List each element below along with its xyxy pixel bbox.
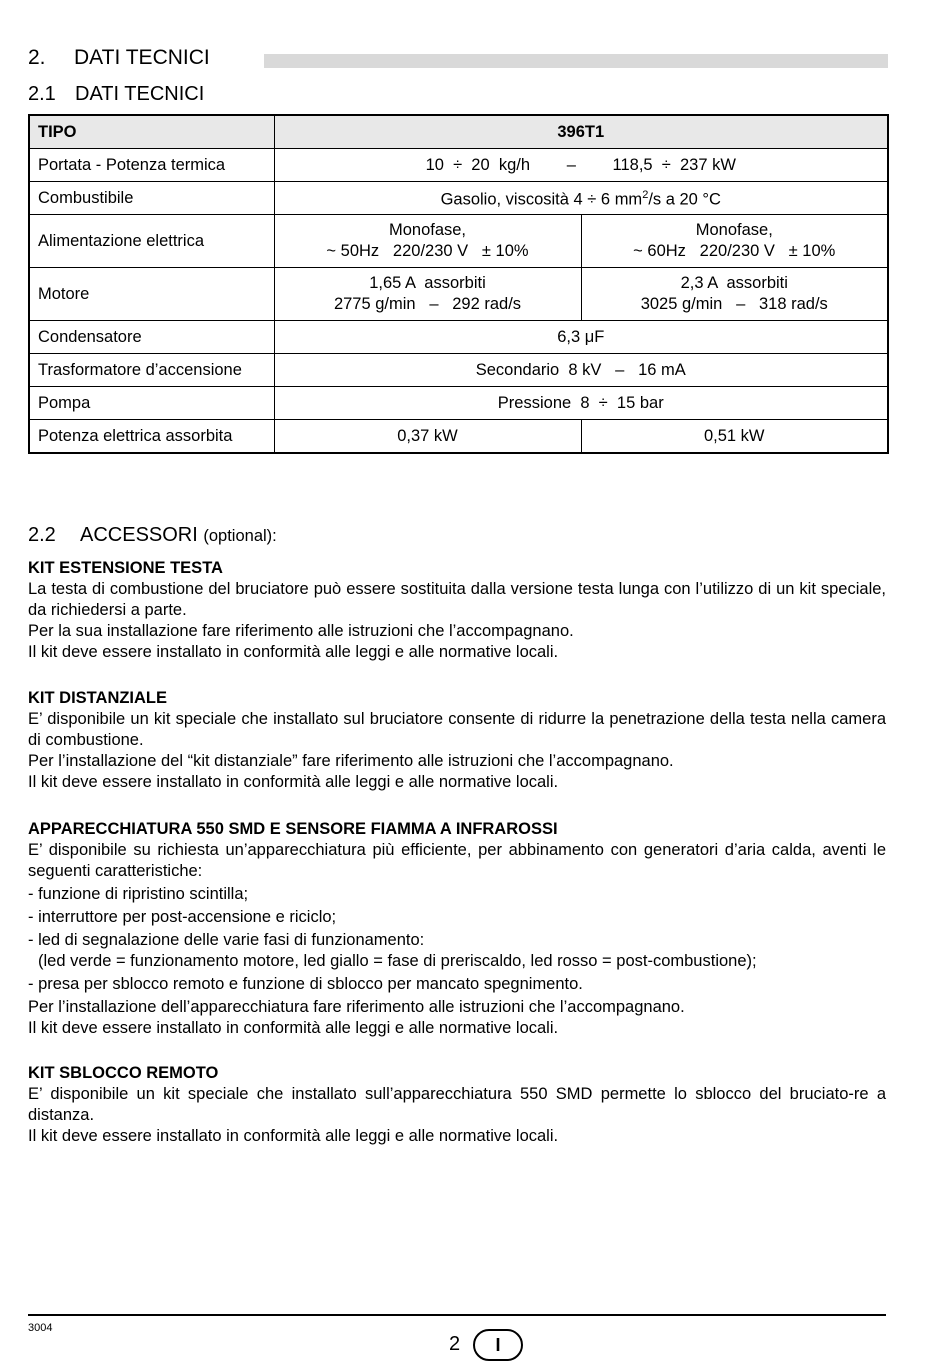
fuel-text: Gasolio, viscosità 4 ÷ 6 mm	[440, 190, 643, 209]
section-number: 2.1	[28, 83, 56, 105]
row-label: Condensatore	[29, 321, 274, 354]
table-row	[29, 215, 888, 268]
list-item: - led di segnalazione delle varie fasi di funzionamento:	[28, 931, 425, 949]
section-title: DATI TECNICI	[75, 83, 205, 105]
row-value-50hz	[274, 268, 581, 321]
type-value: 396T1	[274, 115, 888, 149]
value-line: Monofase,	[388, 221, 467, 239]
row-value: Pressione 8 ÷ 15 bar	[274, 387, 888, 420]
type-label: TIPO	[29, 115, 274, 149]
heading-rule-bar	[264, 54, 888, 68]
chapter-title: DATI TECNICI	[74, 46, 210, 69]
paragraph: E’ disponibile un kit speciale che installato sull’apparecchiatura 550 SMD permette lo sblocco del bruciato-re a distanza.	[28, 1085, 886, 1124]
technical-data-table	[28, 114, 889, 454]
row-label: Alimentazione elettrica	[29, 215, 274, 268]
row-value-50hz	[274, 215, 581, 268]
paragraph: E’ disponibile su richiesta un’apparecchiatura più efficiente, per abbinamento con generatori d’aria calda, aventi le seguenti caratteristiche:	[28, 841, 886, 880]
paragraph: Per la sua installazione fare riferimento alle istruzioni che l’accompagnano.	[28, 622, 574, 640]
paragraph: E’ disponibile un kit speciale che installato sul bruciatore consente di ridurre la penetrazione della testa nella camera di combustione.	[28, 710, 886, 749]
value-line: 1,65 A assorbiti	[369, 274, 486, 292]
kit-testa-section	[28, 558, 886, 663]
row-value: 10 ÷ 20 kg/h – 118,5 ÷ 237 kW	[274, 149, 888, 182]
table-row	[29, 354, 888, 387]
section-heading-2-1	[28, 83, 204, 106]
row-value-50hz: 0,37 kW	[274, 420, 581, 454]
kit-distanziale-section	[28, 688, 886, 793]
list-item: - interruttore per post-accensione e riciclo;	[28, 908, 337, 926]
kit-sblocco-section	[28, 1063, 886, 1147]
paragraph: Per l’installazione dell’apparecchiatura fare riferimento alle istruzioni che l’accompagnano.	[28, 998, 685, 1016]
list-item-detail: (led verde = funzionamento motore, led giallo = fase di preriscaldo, led rosso = post-combustione);	[38, 952, 757, 970]
paragraph: Il kit deve essere installato in conformità alle leggi e alle normative locali.	[28, 1127, 559, 1145]
paragraph: La testa di combustione del bruciatore può essere sostituita dalla versione testa lunga con l’utilizzo di un kit speciale, da richiedersi a parte.	[28, 580, 886, 619]
value-line: 3025 g/min – 318 rad/s	[640, 295, 828, 313]
row-label: Pompa	[29, 387, 274, 420]
paragraph: Il kit deve essere installato in conformità alle leggi e alle normative locali.	[28, 1019, 559, 1037]
paragraph: Il kit deve essere installato in conformità alle leggi e alle normative locali.	[28, 773, 559, 791]
row-value: Secondario 8 kV – 16 mA	[274, 354, 888, 387]
row-label: Potenza elettrica assorbita	[29, 420, 274, 454]
value-line: ~ 60Hz 220/230 V ± 10%	[633, 242, 836, 260]
row-value: 6,3 μF	[274, 321, 888, 354]
table-row	[29, 115, 888, 149]
paragraph: Il kit deve essere installato in conformità alle leggi e alle normative locali.	[28, 643, 559, 661]
subsection-title: APPARECCHIATURA 550 SMD E SENSORE FIAMMA A INFRAROSSI	[28, 820, 558, 838]
table-row	[29, 387, 888, 420]
list-item: - presa per sblocco remoto e funzione di sblocco per mancato spegnimento.	[28, 975, 583, 993]
list-item: - funzione di ripristino scintilla;	[28, 885, 249, 903]
section-number: 2.2	[28, 524, 56, 546]
paragraph: Per l’installazione del “kit distanziale” fare riferimento alle istruzioni che l’accompagnano.	[28, 752, 674, 770]
section-subtitle: (optional):	[203, 527, 277, 545]
value-line: ~ 50Hz 220/230 V ± 10%	[326, 242, 529, 260]
page-number: 2	[449, 1333, 461, 1355]
table-row	[29, 321, 888, 354]
subsection-title: KIT SBLOCCO REMOTO	[28, 1064, 219, 1082]
row-label: Portata - Potenza termica	[29, 149, 274, 182]
subsection-title: KIT ESTENSIONE TESTA	[28, 559, 223, 577]
footer-rule	[28, 1314, 886, 1316]
language-badge: I	[473, 1329, 523, 1361]
value-line: 2775 g/min – 292 rad/s	[333, 295, 522, 313]
table-row	[29, 182, 888, 215]
value-line: 2,3 A assorbiti	[680, 274, 788, 292]
section-title: ACCESSORI	[80, 524, 198, 546]
table-row	[29, 420, 888, 454]
row-value-60hz	[581, 268, 888, 321]
row-value	[274, 182, 888, 215]
superscript: 2	[642, 189, 649, 202]
row-value-60hz: 0,51 kW	[581, 420, 888, 454]
table-row	[29, 268, 888, 321]
document-code: 3004	[28, 1322, 53, 1334]
row-label: Motore	[29, 268, 274, 321]
apparecchiatura-section	[28, 819, 886, 1039]
section-heading-2-2	[28, 524, 277, 547]
fuel-text-end: /s a 20 °C	[648, 190, 721, 209]
chapter-heading	[28, 46, 888, 74]
row-label: Combustibile	[29, 182, 274, 215]
table-row	[29, 149, 888, 182]
row-label: Trasformatore d’accensione	[29, 354, 274, 387]
subsection-title: KIT DISTANZIALE	[28, 689, 168, 707]
chapter-number: 2.	[28, 46, 46, 69]
row-value-60hz	[581, 215, 888, 268]
value-line: Monofase,	[695, 221, 773, 239]
